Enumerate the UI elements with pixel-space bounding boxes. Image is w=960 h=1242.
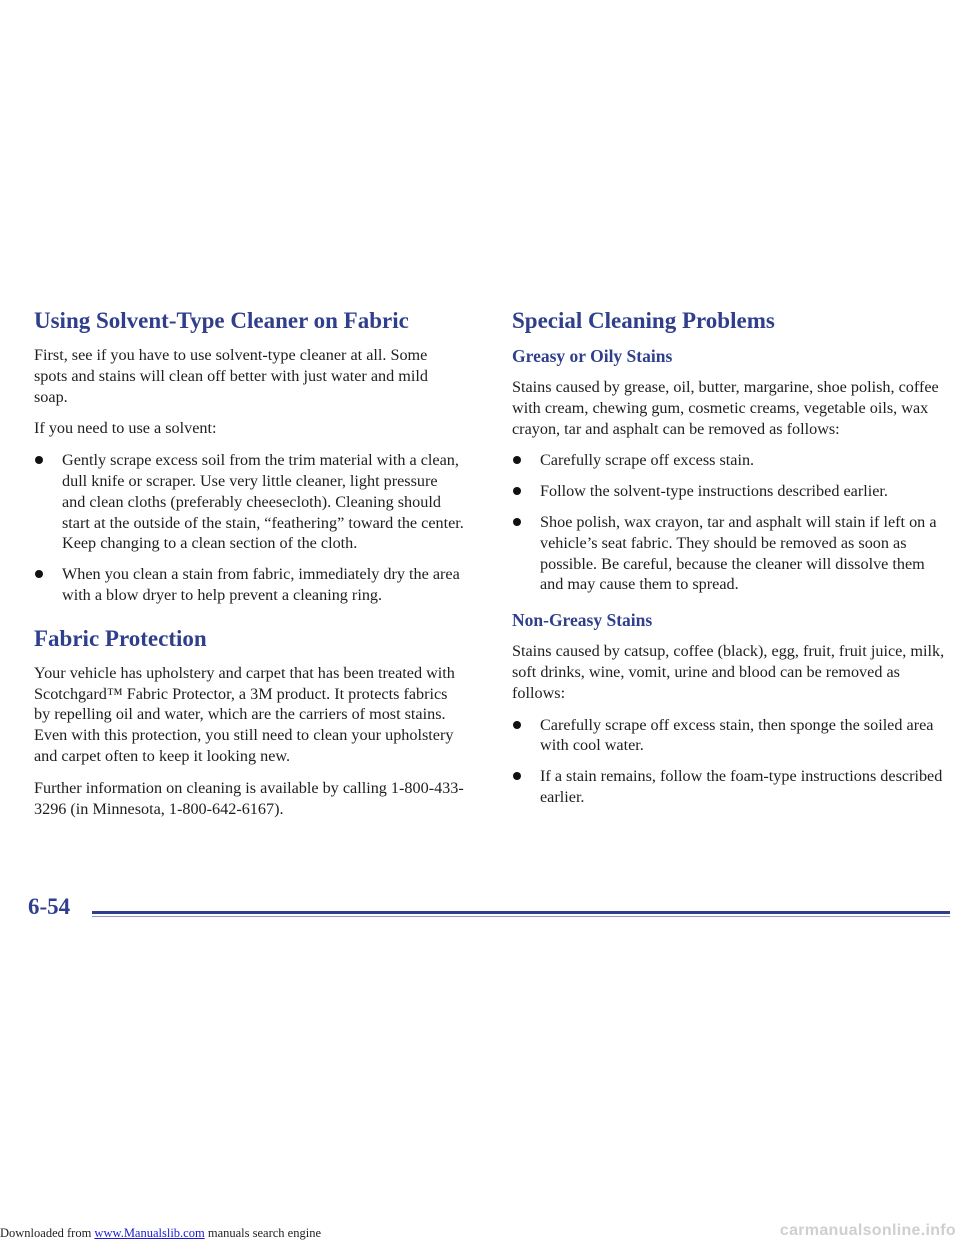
section-heading-solvent: Using Solvent-Type Cleaner on Fabric (34, 308, 409, 333)
bullet-icon (513, 456, 521, 464)
greasy-bullet-list (512, 450, 952, 595)
greasy-intro: Stains caused by grease, oil, butter, margarine, shoe polish, coffee with cream, chewing gum, cosmetic creams, vegetable oils, wax crayon, tar and asphalt can be removed as follows: (512, 378, 939, 438)
subheading-greasy-stains: Greasy or Oily Stains (512, 346, 673, 366)
list-item-text: Shoe polish, wax crayon, tar and asphalt will stain if left on a vehicle’s seat fabric. They should be removed as soon as possible. Be careful, because the cleaner will dissolve them and may cause them to spread. (540, 512, 937, 594)
list-item-text: Gently scrape excess soil from the trim material with a clean, dull knife or scraper. Use very little cleaner, light pressure and clean cloths (preferably cheesecloth). Cleaning should start at the outside of the stain, “feathering” toward the center. Keep changing to a clean section of the cloth. (62, 451, 464, 553)
manualslib-link[interactable]: www.Manualslib.com (94, 1226, 205, 1240)
bullet-icon (513, 721, 521, 729)
download-credit (0, 1226, 321, 1241)
list-item (34, 450, 464, 554)
page-number: 6-54 (28, 894, 71, 919)
list-item (512, 766, 952, 808)
list-item-text: Carefully scrape off excess stain. (540, 451, 755, 470)
bullet-icon (513, 518, 521, 526)
left-column (34, 306, 464, 830)
list-item (512, 512, 952, 595)
right-column (512, 306, 952, 819)
solvent-bullet-list (34, 450, 464, 606)
footer-rule-thin (92, 916, 950, 917)
list-item (512, 715, 952, 757)
list-item (512, 450, 952, 471)
section-heading-fabric-protection: Fabric Protection (34, 625, 207, 651)
watermark-text: carmanualsonline.info (779, 1222, 956, 1239)
fabric-protection-text: Your vehicle has upholstery and carpet that has been treated with Scotchgard™ Fabric Protector, a 3M product. It protects fabrics by repelling oil and water, which are the carriers of most stains. Even with this protection, you still need to clean your upholstery and carpet often to keep it looking new. (34, 663, 455, 765)
solvent-intro: First, see if you have to use solvent-type cleaner at all. Some spots and stains will clean off better with just water and mild soap. (34, 346, 428, 406)
nongreasy-bullet-list (512, 715, 952, 808)
list-item (512, 481, 952, 502)
bullet-icon (513, 772, 521, 780)
bullet-icon (513, 487, 521, 495)
nongreasy-intro: Stains caused by catsup, coffee (black), egg, fruit, fruit juice, milk, soft drinks, wine, vomit, urine and blood can be removed as follows: (512, 642, 945, 702)
download-suffix: manuals search engine (204, 1226, 321, 1240)
solvent-lead: If you need to use a solvent: (34, 419, 217, 438)
footer-rule (92, 911, 950, 914)
list-item-text: Follow the solvent-type instructions described earlier. (540, 482, 888, 501)
download-prefix: Downloaded from (0, 1226, 95, 1240)
bullet-icon (35, 456, 43, 464)
bullet-icon (35, 570, 43, 578)
subheading-non-greasy-stains: Non-Greasy Stains (512, 610, 653, 631)
list-item-text: If a stain remains, follow the foam-type instructions described earlier. (540, 767, 943, 806)
further-info-text: Further information on cleaning is available by calling 1-800-433-3296 (in Minnesota, 1-800-642-6167). (34, 778, 464, 818)
section-heading-special-cleaning: Special Cleaning Problems (512, 308, 775, 333)
list-item-text: Carefully scrape off excess stain, then sponge the soiled area with cool water. (540, 715, 934, 755)
list-item (34, 564, 464, 606)
list-item-text: When you clean a stain from fabric, immediately dry the area with a blow dryer to help prevent a cleaning ring. (62, 565, 460, 604)
